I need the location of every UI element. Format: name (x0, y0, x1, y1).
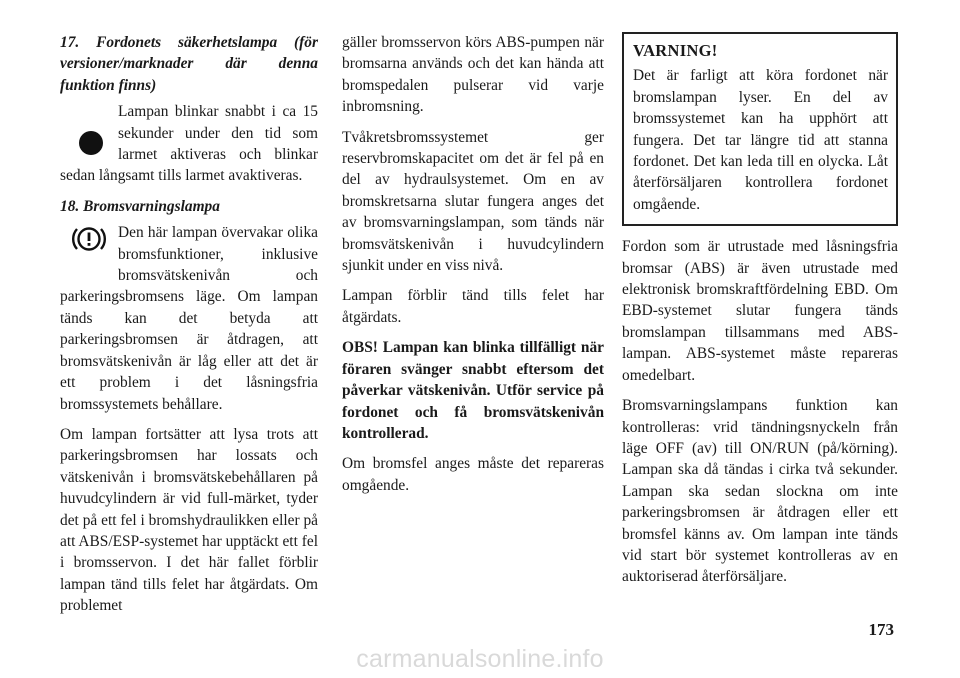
section-17-paragraph (60, 101, 318, 187)
warning-title: VARNING! (633, 41, 718, 60)
section-17-heading: 17. Fordonets säkerhetslampa (för versioner/marknader där denna funktion finns) (60, 34, 318, 94)
middle-column (342, 32, 604, 505)
warning-text: Det är farligt att köra fordonet när bromslampan lyser. En del av bromssystemet kan ha upphört att fungera. Det tar längre tid att stanna fordonet. Det kan leda till en olycka. Låt återförsäljaren kontrollera fordonet omgående. (633, 67, 888, 213)
page-number: 173 (868, 620, 894, 639)
right-column (622, 32, 898, 597)
section-18-paragraph (60, 222, 318, 415)
security-lamp-dot-icon (60, 101, 118, 157)
right-paragraph-2: Bromsvarningslampans funktion kan kontrolleras: vrid tändningsnyckeln från läge OFF (av) till ON/RUN (på/körning). Lampan ska då tändas i cirka två sekunder. Lampan ska sedan slockna om inte parkeringsbromsen är åtdragen eller ett bromsfel känns av. Om lampan inte tänds vid start bör systemet kontrolleras av en auktoriserad återförsäljare. (622, 397, 898, 586)
middle-paragraph-1: gäller bromsservon körs ABS-pumpen när bromsarna används och det kan hända att bromspedalen pulserar vid varje inbromsning. (342, 34, 604, 116)
warning-box (622, 32, 898, 226)
section-18-text: Den här lampan övervakar olika bromsfunktioner, inklusive bromsvätskenivån och parkeringsbromsens läge. Om lampan tänds kan det betyda att parkeringsbromsen är åtdragen, att bromsvätskenivån är låg eller att det är ett problem i det låsningsfria bromssystemets behållare. (60, 224, 318, 413)
section-18-paragraph-2: Om lampan fortsätter att lysa trots att parkeringsbromsen har lossats och vätskenivån i bromsvätskebehållaren på huvudcylindern är vid full-märket, tyder det på ett fel i bromshydraulikken eller på att ABS/ESP-systemet har upptäckt ett fel i bromsservon. I det här fallet förblir lampan tänd tills felet har åtgärdats. Om problemet (60, 425, 318, 615)
watermark: carmanualsonline.info (356, 645, 604, 673)
left-column (60, 32, 318, 626)
note-paragraph: OBS! Lampan kan blinka tillfälligt när föraren svänger snabbt eftersom det påverkar vätskenivån. Utför service på fordonet och få bromsvätskenivån kontrollerad. (342, 339, 604, 442)
brake-warning-icon (60, 222, 118, 266)
section-18-heading: 18. Bromsvarningslampa (60, 197, 220, 215)
middle-paragraph-3: Lampan förblir tänd tills felet har åtgärdats. (342, 287, 604, 326)
section-17-text: Lampan blinkar snabbt i ca 15 sekunder under den tid som larmet aktiveras och blinkar sedan långsamt tills larmet avaktiveras. (60, 103, 318, 185)
middle-paragraph-4: Om bromsfel anges måste det repareras omgående. (342, 455, 604, 494)
right-paragraph-1: Fordon som är utrustade med låsningsfria bromsar (ABS) är även utrustade med elektronisk bromskraftfördelning EBD. Om EBD-systemet slutar fungera tänds bromslampan tillsammans med ABS-lampan. ABS-systemet måste repareras omedelbart. (622, 238, 898, 384)
middle-paragraph-2: Tvåkretsbromssystemet ger reservbromskapacitet om det är fel på en del av hydraulsystemet. Om en av bromskretsarna slutar fungera anges det av bromsvarningslampan, som tänds när bromsvätskenivån i huvudcylindern sjunkit under en viss nivå. (342, 128, 604, 275)
